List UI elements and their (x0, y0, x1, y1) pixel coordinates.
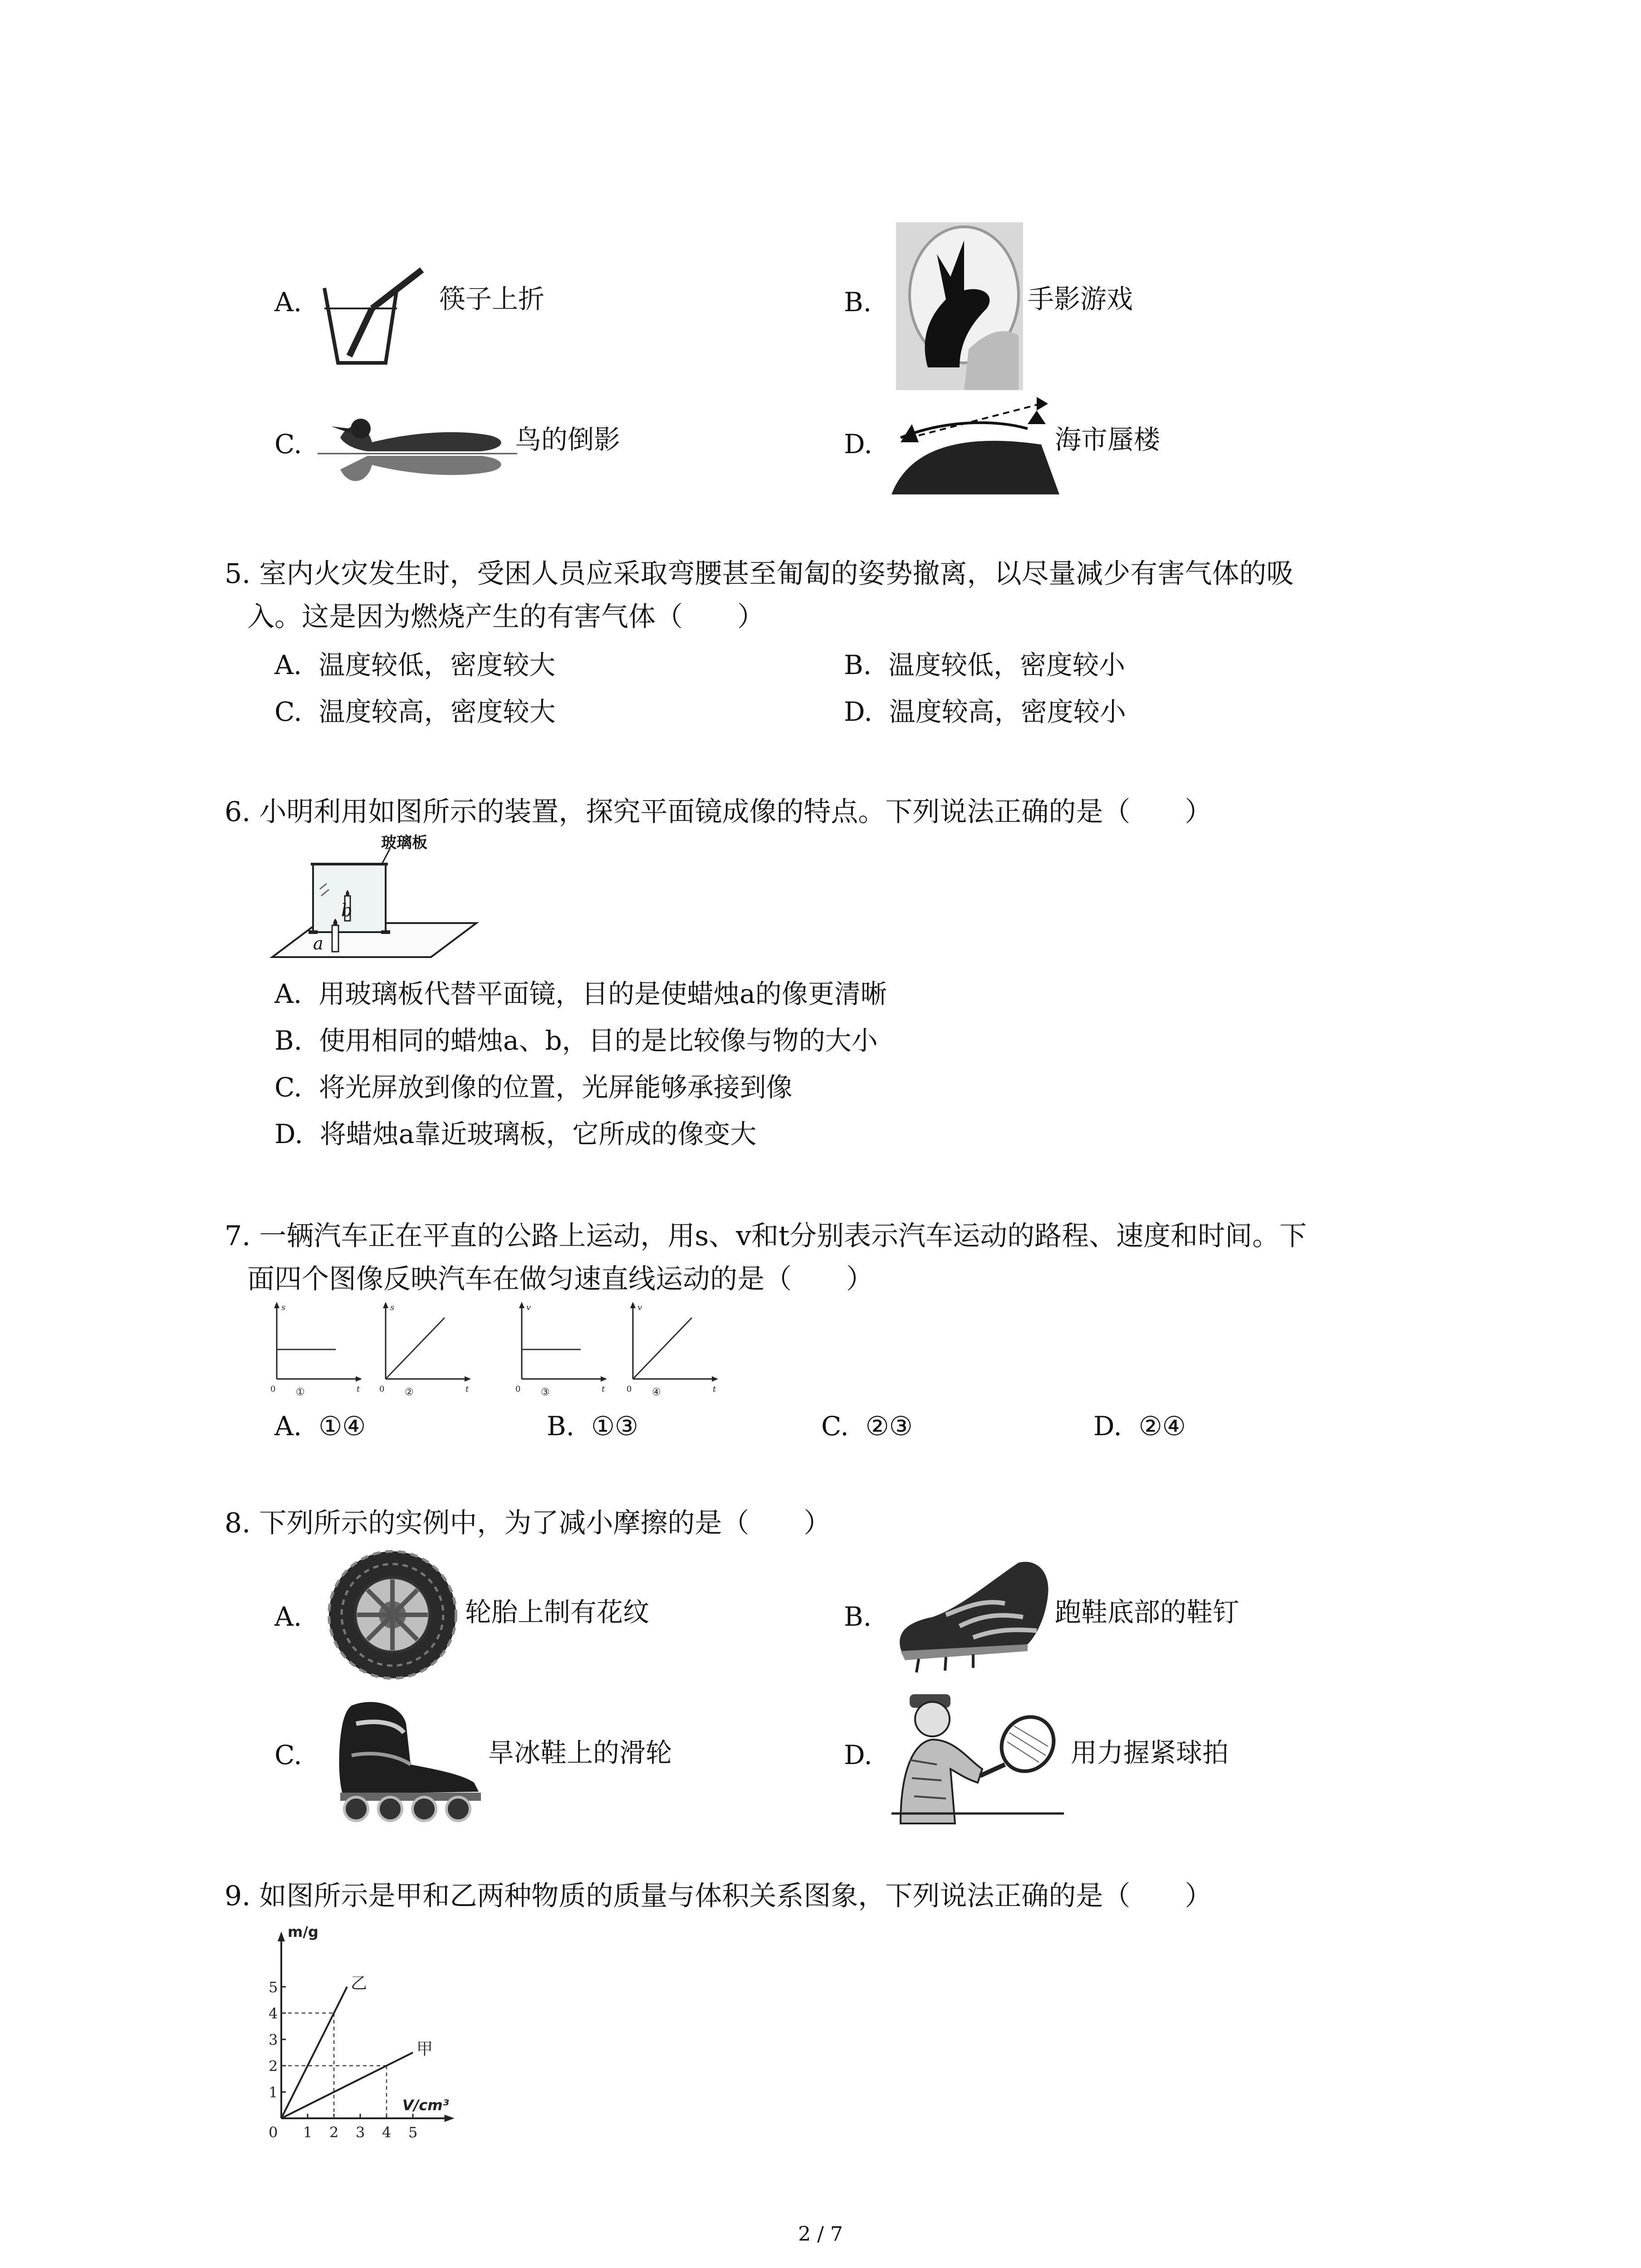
y-tick-label: 4 (269, 2005, 278, 2022)
x-tick-label: 1 (303, 2124, 313, 2141)
q9-stem: 9. 如图所示是甲和乙两种物质的质量与体积关系图象，下列说法正确的是（ ） (225, 1880, 1212, 1912)
q8-option-c-text: 旱冰鞋上的滑轮 (488, 1737, 672, 1768)
q6-option-a: A. 用玻璃板代替平面镜，目的是使蜡烛a的像更清晰 (274, 978, 887, 1009)
q8-option-c-letter: C. (274, 1740, 302, 1770)
q4-option-d-text: 海市蜃楼 (1055, 424, 1161, 455)
q4-option-a-text: 筷子上折 (439, 284, 545, 314)
graph-3-origin: 0 (515, 1384, 521, 1394)
tire-chain-image (324, 1547, 460, 1683)
x-tick-label: 0 (269, 2124, 278, 2141)
graph-4-origin: 0 (627, 1384, 632, 1394)
motion-graph-4 (624, 1302, 724, 1402)
x-tick-label: 3 (356, 2124, 365, 2141)
series-label: 乙 (351, 1974, 367, 1993)
q6-option-c: C. 将光屏放到像的位置，光屏能够承接到像 (274, 1072, 793, 1103)
q4-option-c-text: 鸟的倒影 (515, 424, 621, 455)
q8-option-a-text: 轮胎上制有花纹 (465, 1597, 650, 1628)
spike-shoe-image (892, 1554, 1055, 1676)
q7-option-a: A. ①④ (274, 1411, 366, 1442)
series-line-甲 (281, 2053, 413, 2118)
q6-stem: 6. 小明利用如图所示的装置，探究平面镜成像的特点。下列说法正确的是（ ） (225, 796, 1212, 828)
y-tick-label: 5 (269, 1979, 278, 1996)
x-tick-label: 2 (329, 2124, 339, 2141)
q7-option-d: D. ②④ (1093, 1411, 1186, 1442)
graph-3-ylabel: v (526, 1303, 531, 1312)
y-tick-label: 1 (269, 2084, 278, 2101)
q4-option-d-letter: D. (844, 429, 872, 459)
chopstick-in-glass-image (318, 265, 440, 372)
glass-plate-label: 玻璃板 (381, 834, 427, 852)
graph-3-number: ③ (541, 1387, 550, 1398)
graph-2-number: ② (405, 1387, 414, 1398)
motion-graph-3 (513, 1302, 612, 1402)
q5-option-d: D. 温度较高，密度较小 (844, 696, 1126, 727)
q8-option-b-letter: B. (844, 1601, 872, 1632)
graph-4-ylabel: v (637, 1303, 642, 1312)
y-axis-label: m/g (288, 1923, 318, 1941)
q6-option-d: D. 将蜡烛a靠近玻璃板，它所成的像变大 (274, 1119, 757, 1149)
q7-stem-line1: 7. 一辆汽车正在平直的公路上运动，用s、v和t分别表示汽车运动的路程、速度和时间。下 (225, 1220, 1307, 1252)
series-label: 甲 (416, 2040, 433, 2058)
page-number: 2 / 7 (798, 2223, 843, 2246)
q5-stem-line2: 入。这是因为燃烧产生的有害气体（ ） (247, 601, 764, 633)
series-line-乙 (281, 1987, 347, 2118)
graph-2-ylabel: s (390, 1303, 395, 1312)
graph-2-line (386, 1318, 445, 1379)
q4-option-b-text: 手影游戏 (1028, 284, 1133, 314)
hand-shadow-image (896, 222, 1023, 390)
tennis-player-image (892, 1692, 1064, 1823)
graph-3-xlabel: t (602, 1384, 605, 1394)
q5-option-c: C. 温度较高，密度较大 (274, 696, 556, 727)
roller-skate-image (324, 1696, 497, 1821)
q6-option-b: B. 使用相同的蜡烛a、b，目的是比较像与物的大小 (274, 1025, 878, 1056)
x-tick-label: 4 (382, 2124, 392, 2141)
q7-option-b: B. ①③ (547, 1411, 638, 1442)
graph-2-xlabel: t (465, 1384, 469, 1394)
q7-stem-line2: 面四个图像反映汽车在做匀速直线运动的是（ ） (247, 1263, 873, 1295)
q8-stem: 8. 下列所示的实例中，为了减小摩擦的是（ ） (225, 1507, 831, 1539)
q5-option-a: A. 温度较低，密度较大 (274, 650, 556, 680)
q7-option-c: C. ②③ (821, 1411, 913, 1442)
graph-2-origin: 0 (379, 1384, 385, 1394)
graph-1-ylabel: s (281, 1303, 286, 1312)
x-tick-label: 5 (408, 2124, 418, 2141)
mass-volume-chart (263, 1923, 558, 2150)
graph-1-number: ① (296, 1387, 305, 1398)
q4-option-c-letter: C. (274, 429, 302, 459)
graph-4-line (633, 1318, 692, 1379)
graph-1-xlabel: t (357, 1384, 360, 1394)
bird-reflection-image (318, 392, 517, 492)
graph-1-origin: 0 (270, 1384, 276, 1394)
x-axis-label: V/cm³ (402, 2097, 449, 2114)
q8-option-b-text: 跑鞋底部的鞋钉 (1055, 1597, 1239, 1628)
q4-option-b-letter: B. (844, 287, 872, 318)
q8-option-d-text: 用力握紧球拍 (1071, 1737, 1229, 1768)
candle-b-label: b (341, 900, 353, 920)
mirage-image (892, 392, 1059, 494)
q8-option-d-letter: D. (844, 1740, 872, 1770)
motion-graph-1 (268, 1302, 367, 1402)
y-tick-label: 2 (269, 2058, 278, 2075)
motion-graph-2 (377, 1302, 476, 1402)
graph-4-number: ④ (652, 1387, 661, 1398)
y-tick-label: 3 (269, 2031, 278, 2048)
q5-stem-line1: 5. 室内火灾发生时，受困人员应采取弯腰甚至匍匐的姿势撤离，以尽量减少有害气体的吸 (225, 558, 1294, 590)
candle-a-label: a (313, 934, 323, 953)
q4-option-a-letter: A. (274, 287, 302, 318)
graph-4-xlabel: t (713, 1384, 716, 1394)
q5-option-b: B. 温度较低，密度较小 (844, 650, 1125, 680)
q8-option-a-letter: A. (274, 1601, 302, 1632)
